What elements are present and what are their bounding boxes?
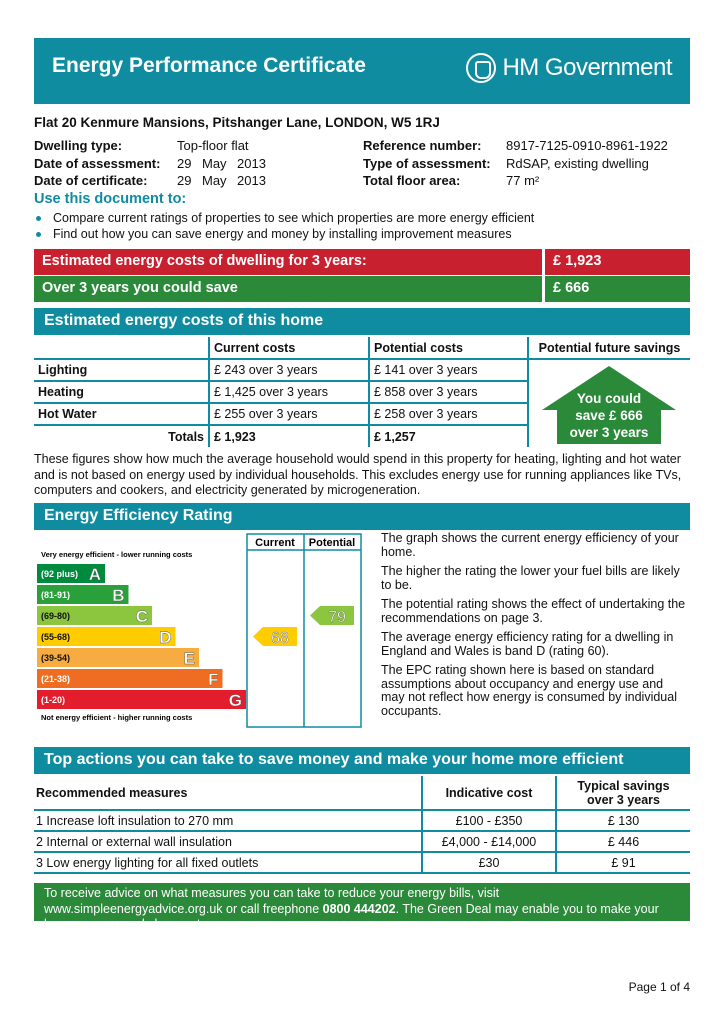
- cost-bar-label: Estimated energy costs of dwelling for 3 years:: [34, 249, 542, 275]
- actions-table: [34, 776, 690, 874]
- freephone-number: 0800 444202: [322, 901, 396, 916]
- current-costs-header: Current costs: [209, 337, 369, 359]
- top-note: Very energy efficient - lower running costs: [41, 550, 193, 559]
- rating-note: The higher the rating the lower your fuel bills are likely to be.: [381, 564, 680, 592]
- dwelling-type-row: Dwelling type: Top-floor flat: [34, 138, 249, 153]
- rating-notes: [381, 532, 690, 724]
- band-b-letter: B: [112, 586, 125, 605]
- band-g-bar: [37, 690, 246, 709]
- certificate-title: Energy Performance Certificate: [52, 54, 366, 77]
- band-a-range: (92 plus): [41, 569, 79, 579]
- table-row: Heating £ 1,425 over 3 years £ 858 over 3 years: [34, 381, 690, 403]
- costs-explanation: These figures show how much the average household would spend in this property for heating, lighting and hot water and is not based on energy used by individual households. This excludes energy use for running appliances like TVs, computers and cookers, and electricity generated by microgeneration.: [34, 452, 682, 497]
- use-heading: Use this document to:: [34, 191, 187, 207]
- table-row: 3 Low energy lighting for all fixed outlets £30 £ 91: [34, 852, 690, 873]
- certificate-date-row: Date of certificate: 29 May 2013: [34, 173, 266, 188]
- potential-column-label: Potential: [308, 537, 356, 549]
- bullet-item: Compare current ratings of properties to see which properties are more energy efficient: [34, 211, 534, 227]
- savings-header: Typical savings over 3 years: [556, 776, 690, 810]
- potential-rating-value: 79: [328, 609, 346, 626]
- band-c-letter: C: [135, 607, 148, 626]
- assessment-date-row: Date of assessment: 29 May 2013: [34, 155, 266, 171]
- actions-section-heading: Top actions you can take to save money and make your home more efficient: [34, 747, 690, 774]
- rating-note: The potential rating shows the effect of undertaking the recommendations on page 3.: [381, 597, 686, 625]
- band-d-range: (55-68): [41, 632, 71, 642]
- energy-rating-chart: [34, 533, 362, 728]
- royal-crest-icon: [466, 53, 496, 83]
- certificate-header: [34, 38, 690, 104]
- bottom-note: Not energy efficient - higher running costs: [41, 713, 193, 722]
- totals-row: Totals £ 1,923 £ 1,257: [34, 425, 690, 447]
- rating-note: The graph shows the current energy efficiency of your home.: [381, 531, 679, 559]
- table-row: 2 Internal or external wall insulation £4,000 - £14,000 £ 446: [34, 831, 690, 852]
- band-f-letter: F: [208, 670, 219, 689]
- cost-bar-value: £ 1,923: [545, 249, 690, 275]
- brand-name: HM Government: [502, 54, 672, 81]
- bullet-item: Find out how you can save energy and money by installing improvement measures: [34, 227, 534, 243]
- savings-bar-label: Over 3 years you could save: [34, 276, 542, 302]
- current-rating-value: 68: [271, 630, 289, 647]
- reference-row: Reference number: 8917-7125-0910-8961-1922: [363, 138, 668, 153]
- savings-arrow: You could save £ 666 over 3 years: [540, 364, 678, 444]
- table-row: 1 Increase loft insulation to 270 mm £100 - £350 £ 130: [34, 810, 690, 831]
- floor-area-row: Total floor area: 77 m²: [363, 173, 540, 188]
- band-f-range: (21-38): [41, 674, 71, 684]
- band-d-letter: D: [159, 628, 172, 647]
- meta-left: [34, 137, 266, 190]
- band-c-range: (69-80): [41, 611, 71, 621]
- savings-bar-value: £ 666: [545, 276, 690, 302]
- band-a-letter: A: [88, 565, 101, 584]
- band-g-letter: G: [228, 691, 242, 710]
- advice-footer: To receive advice on what measures you can take to reduce your energy bills, visit www.simpleenergyadvice.org.uk or call freephone 0800 444202. The Green Deal may enable you to make your home warmer and cheaper to run.: [34, 883, 690, 921]
- band-e-letter: E: [183, 649, 195, 668]
- estimated-cost-bar: [34, 249, 690, 275]
- use-bullets: [34, 211, 534, 242]
- rating-note: The average energy efficiency rating for a dwelling in England and Wales is band D (rating 60).: [381, 630, 674, 658]
- savings-bar: [34, 276, 690, 302]
- future-savings-header: Potential future savings: [528, 337, 690, 359]
- band-b-range: (81-91): [41, 590, 71, 600]
- assessment-type-row: Type of assessment: RdSAP, existing dwelling: [363, 155, 649, 171]
- cost-header: Indicative cost: [422, 776, 556, 810]
- page-number: Page 1 of 4: [628, 980, 690, 994]
- costs-section-heading: Estimated energy costs of this home: [34, 308, 690, 335]
- band-g-range: (1-20): [41, 695, 66, 705]
- current-column-label: Current: [255, 537, 295, 549]
- table-row: Hot Water £ 255 over 3 years £ 258 over 3 years: [34, 403, 690, 425]
- table-row: Lighting £ 243 over 3 years £ 141 over 3 years: [34, 359, 690, 381]
- measures-header: Recommended measures: [34, 776, 422, 810]
- hm-government-logo: [466, 53, 672, 83]
- rating-section-heading: Energy Efficiency Rating: [34, 503, 690, 530]
- property-address: Flat 20 Kenmure Mansions, Pitshanger Lane, LONDON, W5 1RJ: [34, 115, 440, 130]
- band-e-range: (39-54): [41, 653, 71, 663]
- rating-note: The EPC rating shown here is based on standard assumptions about occupancy and energy use and may not reflect how energy is consumed by individual occupants.: [381, 663, 677, 718]
- potential-costs-header: Potential costs: [369, 337, 528, 359]
- rating-bands: [37, 564, 246, 710]
- meta-right: [363, 137, 668, 190]
